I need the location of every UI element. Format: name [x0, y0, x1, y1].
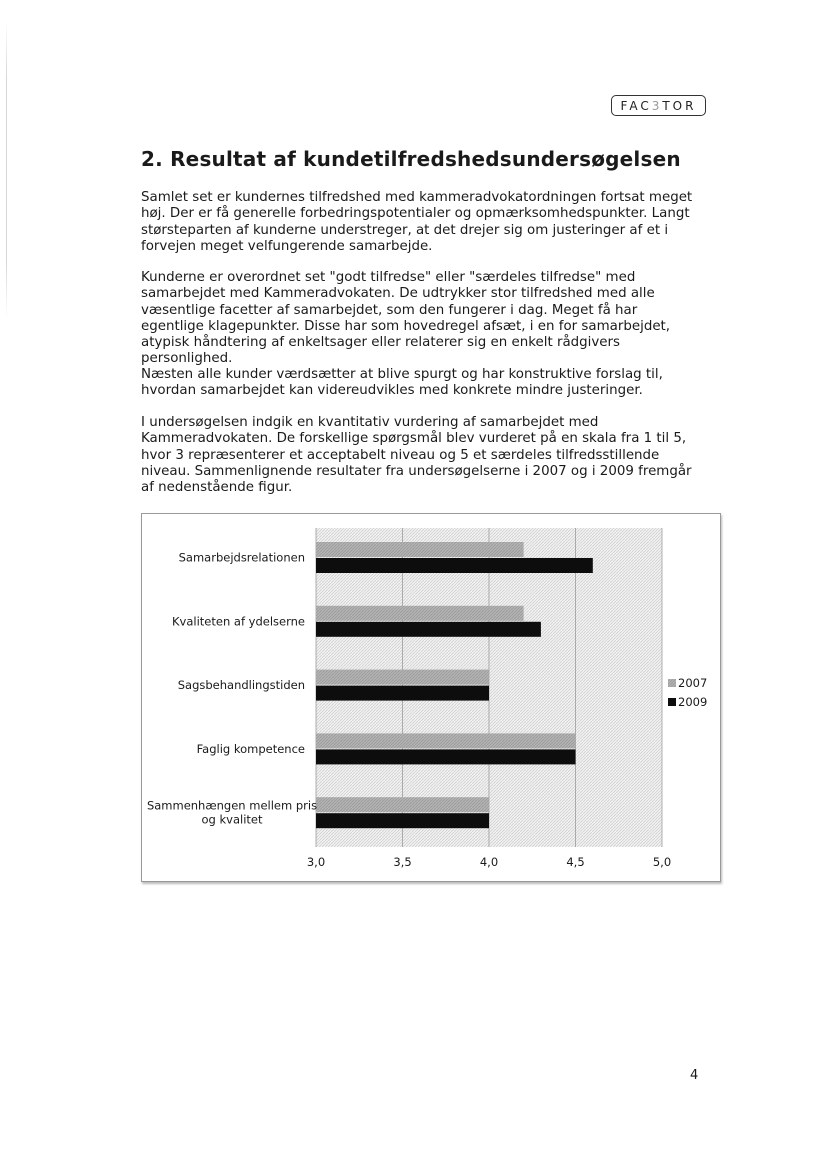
bar-2009: [316, 622, 541, 637]
x-tick-label: 5,0: [652, 855, 672, 869]
x-tick-label: 4,0: [479, 855, 499, 869]
paragraph-3: Næsten alle kunder værdsætter at blive spurgt og har konstruktive forslag til, hvordan samarbejdet kan videreudvikles med konkrete mindre justeringer.: [141, 367, 663, 399]
bar-2009: [316, 749, 576, 764]
legend-swatch-2007: [668, 679, 676, 687]
bar-2009: [316, 558, 593, 573]
scan-edge: [6, 20, 7, 320]
x-tick-label: 3,0: [306, 855, 326, 869]
bar-2007: [316, 542, 524, 557]
satisfaction-chart: [141, 513, 721, 882]
section-heading: 2. Resultat af kundetilfredshedsundersøgelsen: [141, 147, 681, 171]
logo-suffix: TOR: [662, 98, 697, 113]
category-label: Sammenhængen mellem pris: [146, 798, 318, 813]
category-label: Faglig kompetence: [196, 741, 305, 756]
legend-swatch-2009: [668, 698, 676, 706]
legend-label-2009: 2009: [678, 695, 708, 709]
bar-2007: [316, 606, 524, 621]
paragraph-2: Kunderne er overordnet set "godt tilfredse" eller "særdeles tilfredse" med samarbejdet med Kammeradvokaten. De udtrykker stor tilfredshed med alle væsentlige facetter af samarbejdet, som den fungerer i dag. Meget få har egentlige klagepunkter. Disse har som hovedregel afsæt, i en for samarbejdet, atypisk håndtering af enkeltsager eller relaterer sig en enkelt rådgivers personlighed.: [141, 270, 671, 367]
logo-prefix: FAC: [620, 98, 652, 113]
legend-label-2007: 2007: [678, 676, 708, 690]
bar-2007: [316, 670, 489, 685]
factor-logo: [611, 95, 706, 116]
paragraph-4: I undersøgelsen indgik en kvantitativ vurdering af samarbejdet med Kammeradvokaten. De forskellige spørgsmål blev vurderet på en skala fra 1 til 5, hvor 3 repræsenterer et acceptabelt niveau og 5 et særdeles tilfredsstillende niveau. Sammenlignende resultater fra undersøgelserne i 2007 og i 2009 fremgår af nedenstående figur.: [141, 415, 692, 496]
category-label: Sagsbehandlingstiden: [177, 678, 305, 693]
x-tick-label: 4,5: [566, 855, 585, 869]
chart-svg: [142, 514, 722, 883]
category-label: Kvaliteten af ydelserne: [172, 614, 305, 629]
x-tick-label: 3,5: [393, 855, 412, 869]
logo-mark: 3: [651, 98, 663, 113]
paragraph-1: Samlet set er kundernes tilfredshed med kammeradvokatordningen fortsat meget høj. Der er få generelle forbedringspotentialer og opmærksomhedspunkter. Langt størsteparten af kunderne understreger, at det drejer sig om justeringer af et i forvejen meget velfungerende samarbejde.: [141, 190, 693, 254]
category-label: Samarbejdsrelationen: [178, 550, 305, 565]
bar-2007: [316, 733, 576, 748]
page-number: 4: [690, 1068, 699, 1083]
bar-2009: [316, 686, 489, 701]
bar-2007: [316, 797, 489, 812]
category-label: og kvalitet: [201, 812, 263, 827]
bar-2009: [316, 813, 489, 828]
